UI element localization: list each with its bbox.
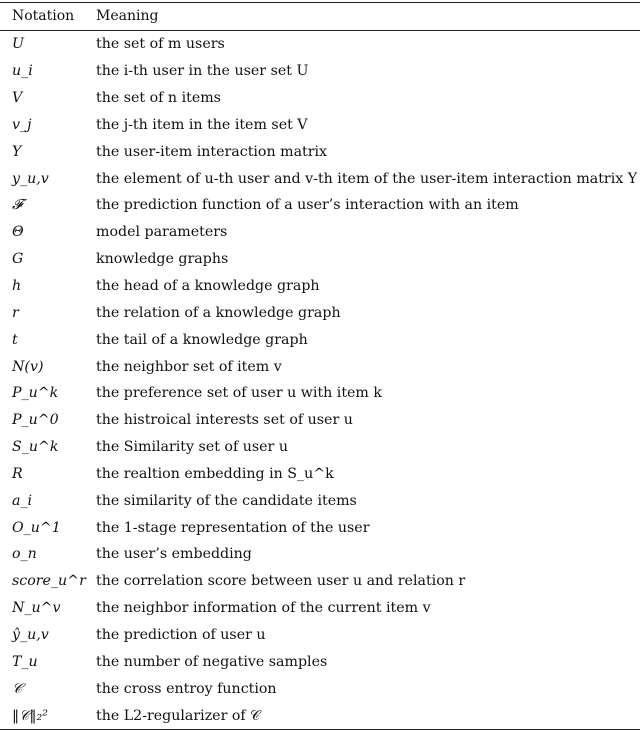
meaning-cell: model parameters (96, 224, 228, 241)
table-top-rule (0, 2, 640, 3)
table-row (0, 246, 640, 273)
notation-cell: G (12, 251, 24, 268)
table-row (0, 219, 640, 246)
notation-cell: V (12, 90, 23, 107)
table-row (0, 58, 640, 85)
table-row (0, 31, 640, 58)
notation-cell: U (12, 36, 24, 53)
column-header-meaning: Meaning (96, 8, 159, 24)
table-row (0, 299, 640, 326)
table-row (0, 568, 640, 595)
meaning-cell: the Similarity set of user u (96, 439, 288, 456)
meaning-cell: the cross entroy function (96, 680, 277, 697)
table-row (0, 541, 640, 568)
notation-cell: N_u^v (12, 600, 61, 617)
meaning-cell: the set of n items (96, 90, 221, 107)
table-row (0, 487, 640, 514)
table-row (0, 514, 640, 541)
notation-cell: T_u (12, 653, 38, 670)
notation-cell: t (12, 331, 18, 348)
table-row (0, 165, 640, 192)
notation-cell: ‖𝒞‖₂² (12, 707, 48, 724)
notation-cell: u_i (12, 63, 33, 80)
notation-cell: P_u^k (12, 385, 59, 402)
meaning-cell: the user-item interaction matrix (96, 143, 328, 160)
table-row (0, 622, 640, 649)
meaning-cell: the 1-stage representation of the user (96, 519, 370, 536)
meaning-cell: the relation of a knowledge graph (96, 304, 341, 321)
notation-cell: P_u^0 (12, 412, 59, 429)
meaning-cell: the j-th item in the item set V (96, 116, 308, 133)
meaning-cell: the head of a knowledge graph (96, 278, 320, 295)
notation-cell: Y (12, 143, 22, 160)
table-row (0, 648, 640, 675)
table-row (0, 273, 640, 300)
table-row (0, 461, 640, 488)
notation-cell: a_i (12, 492, 33, 509)
meaning-cell: the preference set of user u with item k (96, 385, 382, 402)
notation-cell: 𝒞 (12, 680, 23, 697)
table-row (0, 353, 640, 380)
meaning-cell: the i-th user in the user set U (96, 63, 309, 80)
table-row (0, 407, 640, 434)
notation-cell: o_n (12, 546, 37, 563)
meaning-cell: the tail of a knowledge graph (96, 331, 308, 348)
meaning-cell: the user’s embedding (96, 546, 252, 563)
table-row (0, 85, 640, 112)
notation-cell: score_u^r (12, 573, 86, 590)
table-row (0, 112, 640, 139)
meaning-cell: the similarity of the candidate items (96, 492, 357, 509)
notation-cell: R (12, 465, 23, 482)
meaning-cell: the number of negative samples (96, 653, 328, 670)
table-row (0, 434, 640, 461)
meaning-cell: knowledge graphs (96, 251, 229, 268)
meaning-cell: the realtion embedding in S_u^k (96, 465, 334, 482)
table-row (0, 702, 640, 729)
notation-cell: Θ (12, 224, 24, 241)
meaning-cell: the prediction of user u (96, 626, 266, 643)
notation-cell: O_u^1 (12, 519, 61, 536)
table-row (0, 326, 640, 353)
meaning-cell: the element of u-th user and v-th item of the user-item interaction matrix Y (96, 170, 638, 187)
notation-cell: ŷ_u,v (12, 626, 49, 643)
notation-cell: r (12, 304, 19, 321)
meaning-cell: the prediction function of a user’s interaction with an item (96, 197, 519, 214)
table-row (0, 675, 640, 702)
notation-cell: 𝓕 (12, 197, 23, 214)
notation-cell: S_u^k (12, 439, 59, 456)
notation-cell: v_j (12, 116, 32, 133)
meaning-cell: the set of m users (96, 36, 225, 53)
meaning-cell: the neighbor information of the current item v (96, 600, 431, 617)
meaning-cell: the histroical interests set of user u (96, 412, 353, 429)
table-row (0, 595, 640, 622)
meaning-cell: the neighbor set of item v (96, 358, 282, 375)
notation-cell: h (12, 278, 22, 295)
meaning-cell: the correlation score between user u and relation r (96, 573, 466, 590)
meaning-cell: the L2-regularizer of 𝒞 (96, 707, 261, 724)
notation-cell: N(v) (12, 358, 44, 375)
table-row (0, 138, 640, 165)
column-header-notation: Notation (12, 8, 75, 24)
notation-cell: y_u,v (12, 170, 49, 187)
table-row (0, 192, 640, 219)
notation-table-body (0, 31, 640, 729)
table-row (0, 380, 640, 407)
